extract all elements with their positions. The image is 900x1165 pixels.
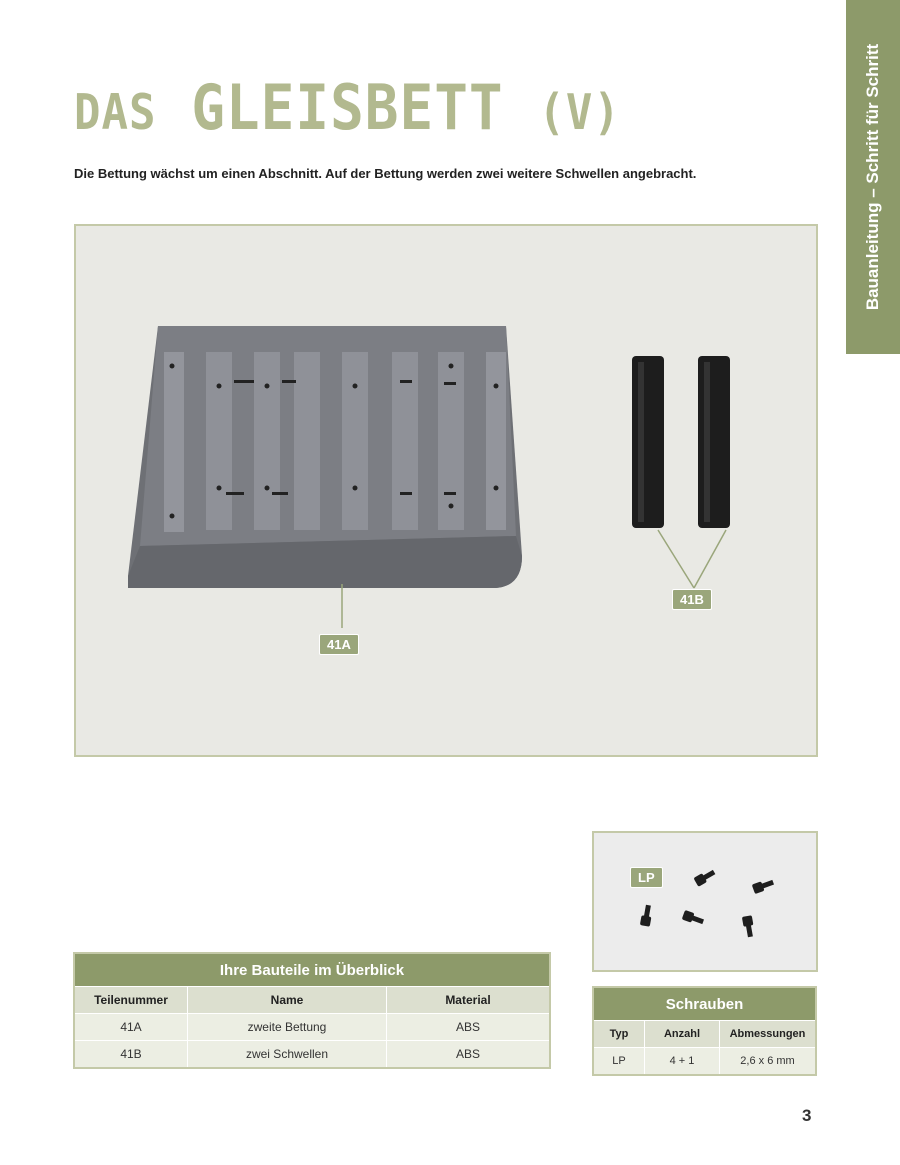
chapter-side-tab bbox=[846, 0, 900, 354]
table-row bbox=[74, 1041, 550, 1069]
screws-table-title: Schrauben bbox=[593, 987, 816, 1021]
page-title bbox=[74, 72, 621, 145]
intro-text: Die Bettung wächst um einen Abschnitt. Auf der Bettung werden zwei weitere Schwellen angebracht. bbox=[74, 166, 697, 181]
label-lp: LP bbox=[630, 867, 663, 888]
page-number: 3 bbox=[802, 1106, 812, 1125]
screws-col-dimensions: Abmessungen bbox=[720, 1021, 817, 1048]
screws-table bbox=[592, 986, 817, 1076]
part-material-cell: ABS bbox=[387, 1041, 551, 1069]
label-41b: 41B bbox=[672, 589, 712, 610]
title-word-step: (V) bbox=[538, 84, 621, 142]
screw-type-cell: LP bbox=[593, 1048, 645, 1076]
parts-col-number: Teilenummer bbox=[74, 987, 188, 1014]
part-material-cell: ABS bbox=[387, 1014, 551, 1041]
table-row bbox=[74, 1014, 550, 1041]
parts-table-title: Ihre Bauteile im Überblick bbox=[74, 953, 550, 987]
screw-dimensions-cell: 2,6 x 6 mm bbox=[720, 1048, 817, 1076]
screw-count-cell: 4 + 1 bbox=[645, 1048, 720, 1076]
parts-photo-illustration bbox=[76, 226, 816, 755]
screws-col-count: Anzahl bbox=[645, 1021, 720, 1048]
part-name-cell: zweite Bettung bbox=[188, 1014, 387, 1041]
screws-illustration bbox=[594, 833, 816, 970]
sleepers-41b-image bbox=[632, 356, 730, 528]
leader-line-41b-left bbox=[658, 530, 694, 588]
part-number-cell: 41A bbox=[74, 1014, 188, 1041]
label-41a: 41A bbox=[319, 634, 359, 655]
chapter-side-tab-label: Bauanleitung – Schritt für Schritt bbox=[863, 43, 882, 311]
parts-photo bbox=[74, 224, 818, 757]
parts-overview-table bbox=[73, 952, 551, 1069]
screws-col-type: Typ bbox=[593, 1021, 645, 1048]
screws-photo bbox=[592, 831, 818, 972]
parts-col-material: Material bbox=[387, 987, 551, 1014]
title-word-gleisbett: GLEISBETT bbox=[191, 72, 504, 145]
title-word-das: DAS bbox=[74, 84, 157, 142]
leader-line-41b-right bbox=[694, 530, 726, 588]
track-bed-41a-image bbox=[128, 326, 522, 588]
parts-col-name: Name bbox=[188, 987, 387, 1014]
part-number-cell: 41B bbox=[74, 1041, 188, 1069]
part-name-cell: zwei Schwellen bbox=[188, 1041, 387, 1069]
table-row bbox=[593, 1048, 816, 1076]
